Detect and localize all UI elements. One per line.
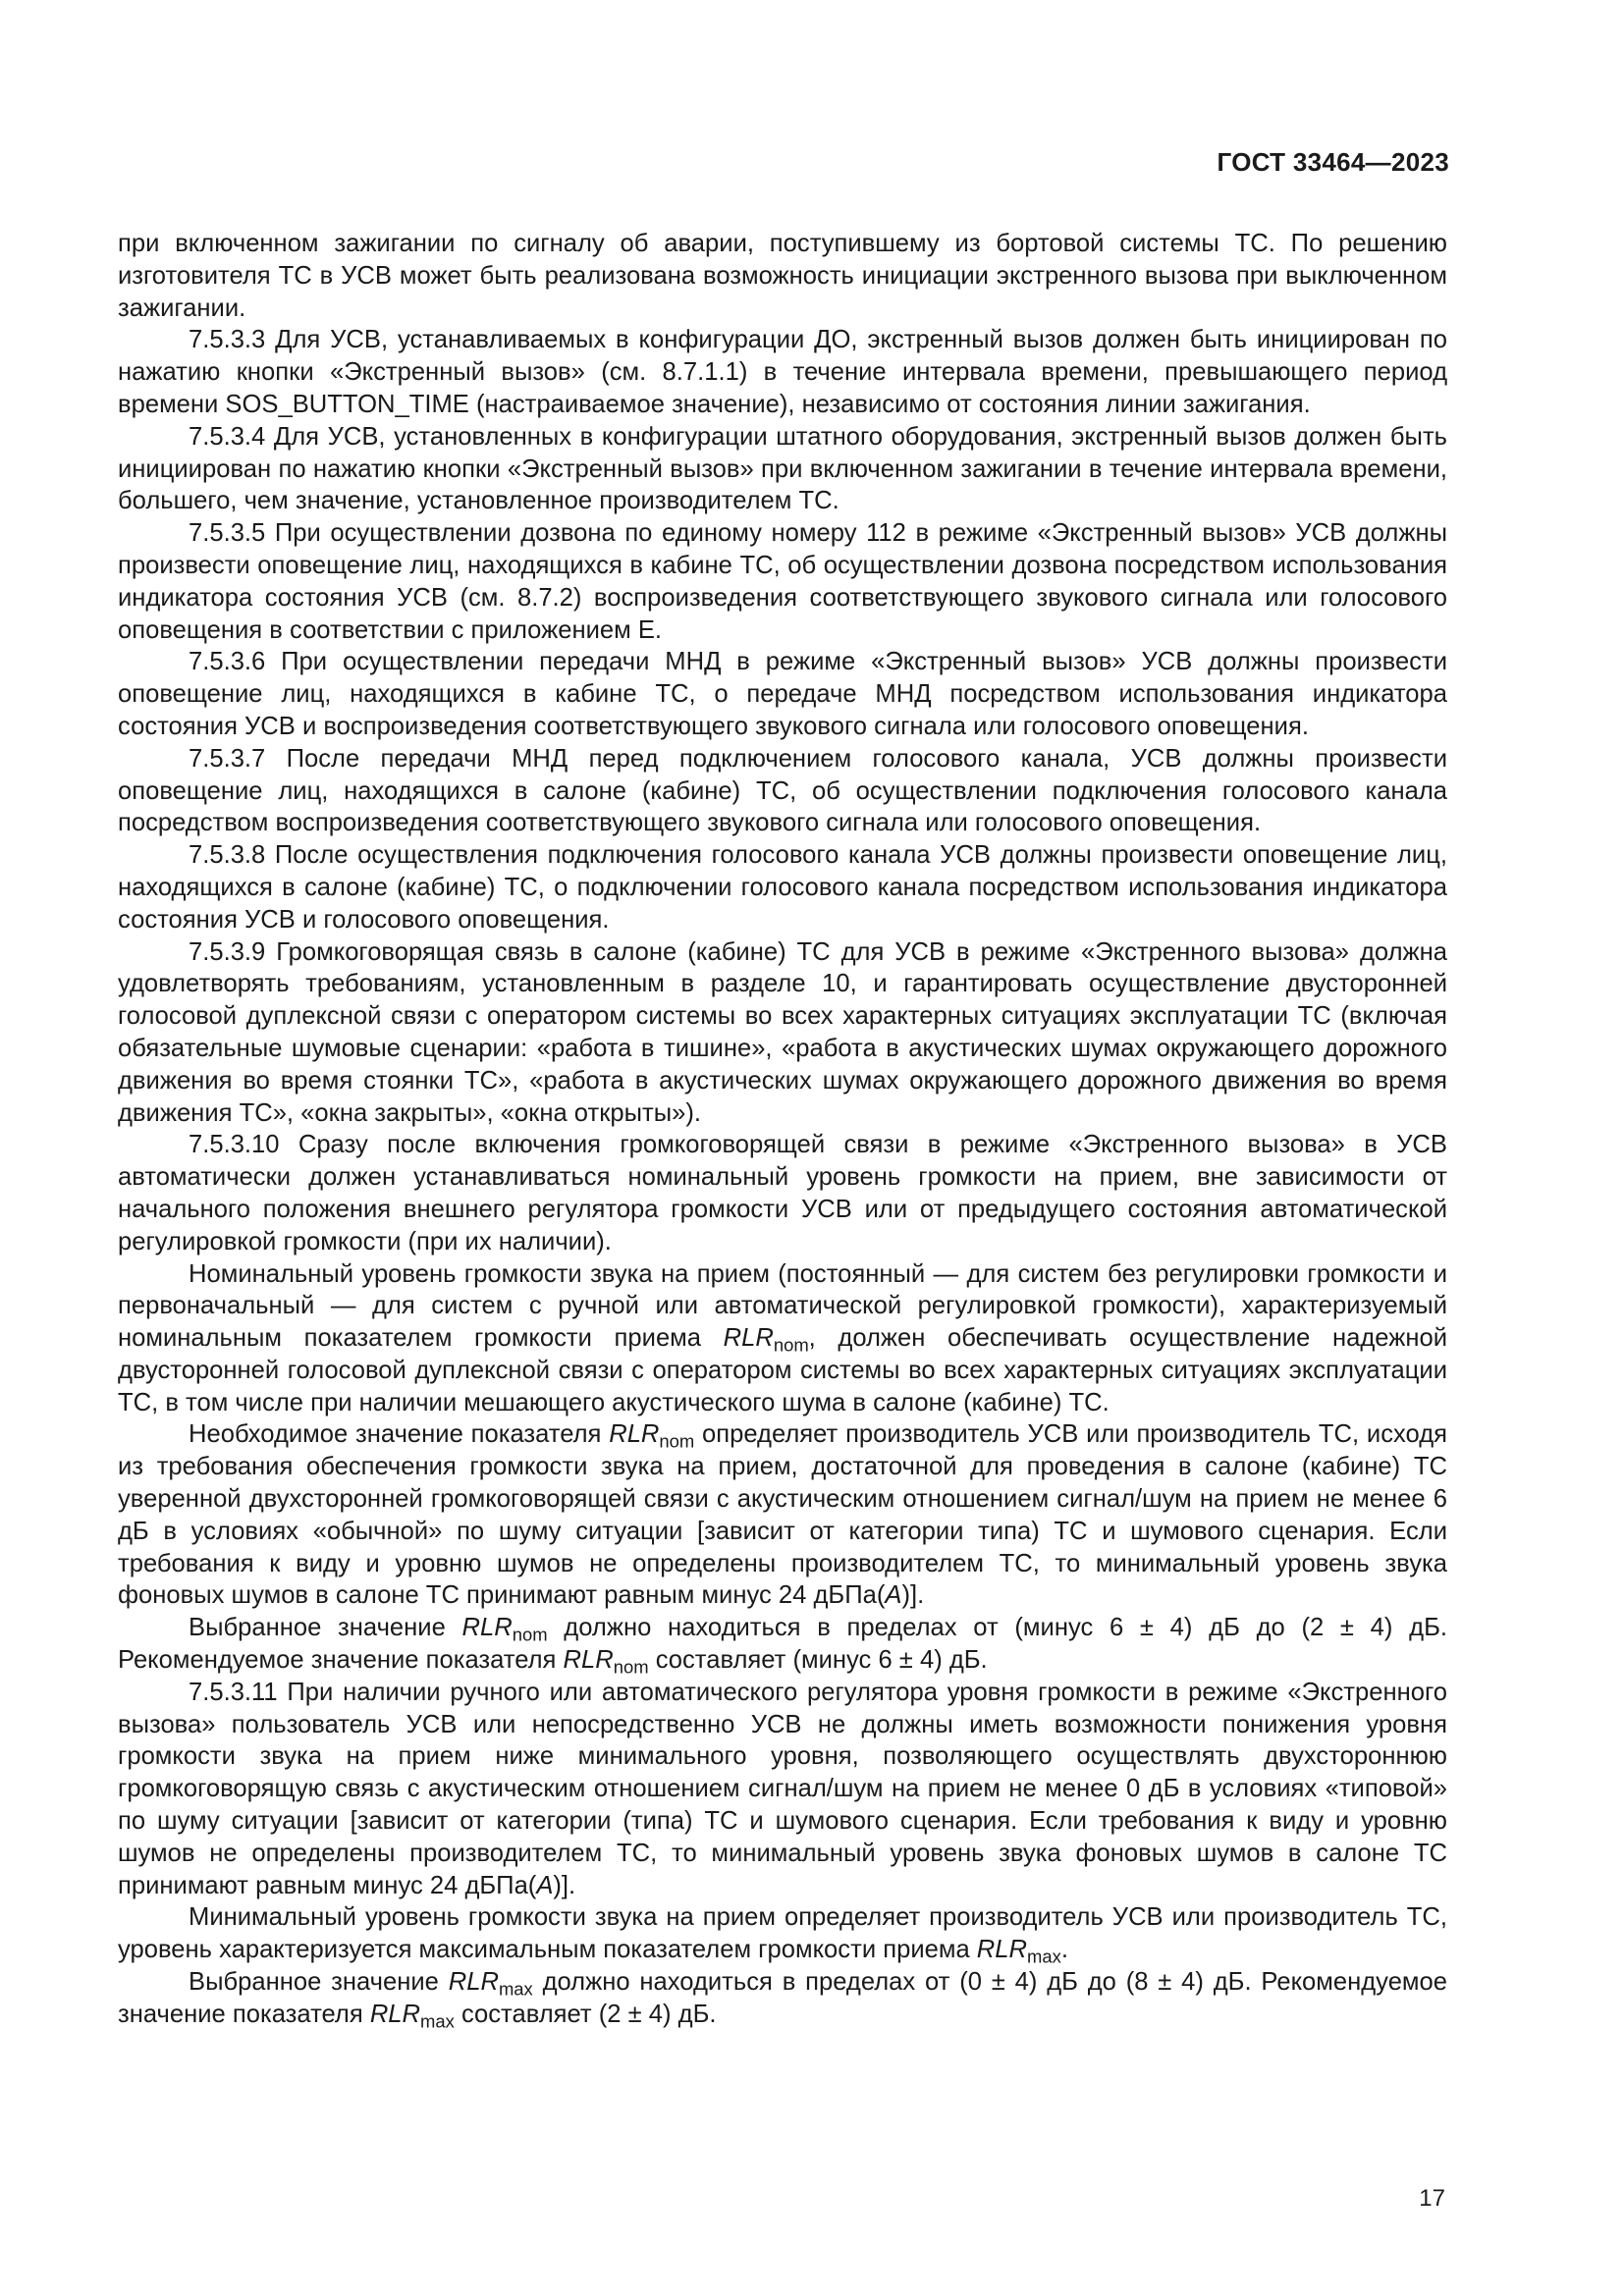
- paragraph-7-5-3-9: 7.5.3.9 Громкоговорящая связь в салоне (кабине) ТС для УСВ в режиме «Экстренного вызова» должна удовлетворять требованиям, установленным в разделе 10, и гарантировать осуществление двусторонней голосовой дуплексной связи с оператором системы во всех характерных ситуациях эксплуатации ТС (включая обязательные шумовые сценарии: «работа в тишине», «работа в акустических шумах окружающего дорожного движения во время стоянки ТС», «работа в акустических шумах окружающего дорожного движения во время движения ТС», «окна закрыты», «окна открыты»).: [118, 937, 1447, 1127]
- rlr-symbol: RLR: [448, 1968, 499, 1997]
- paragraph-minimal-level: Минимальный уровень громкости звука на прием определяет производитель УСВ или производитель ТС, уровень характеризуется максимальным показателем громкости приема $RLR_{max}$.: [118, 1903, 1447, 1967]
- paragraph-7-5-3-10: 7.5.3.10 Сразу после включения громкоговорящей связи в режиме «Экстренного вызова» в УСВ автоматически должен устанавливаться номинальный уровень громкости на прием, вне зависимости от начального положения внешнего регулятора громкости УСВ или от предыдущего состояния автоматической регулировкой громкости (при их наличии).: [118, 1131, 1447, 1255]
- a-weighting: A: [885, 1581, 902, 1610]
- nom-subscript: nom: [512, 1624, 548, 1645]
- page-number: 17: [1419, 2185, 1445, 2212]
- max-subscript: max: [420, 2010, 455, 2032]
- paragraph-7-5-3-8: 7.5.3.8 После осуществления подключения голосового канала УСВ должны произвести оповещение лиц, находящихся в салоне (кабине) ТС, о подключении голосового канала посредством использования индикатора состояния УСВ и голосового оповещения.: [118, 841, 1447, 934]
- paragraph-nominal-level: Номинальный уровень громкости звука на прием (постоянный — для систем без регулировки громкости и первоначальный — для систем с ручной или автоматической регулировкой громкости), характеризуемый номинальным показателем громкости приема $RLR_{nom}$, должен обеспечивать осуществление надежной двусторонней голосовой дуплексной связи с оператором системы во всех характерных ситуациях эксплуатации ТС, в том числе при наличии мешающего акустического шума в салоне (кабине) ТС.: [118, 1259, 1448, 1416]
- nom-subscript: nom: [659, 1431, 695, 1452]
- rlr-symbol: RLR: [609, 1420, 660, 1449]
- paragraph-7-5-3-6: 7.5.3.6 При осуществлении передачи МНД в режиме «Экстренный вызов» УСВ должны произвести оповещение лиц, находящихся в кабине ТС, о передаче МНД посредством использования индикатора состояния УСВ и воспроизведения соответствующего звукового сигнала или голосового оповещения.: [118, 648, 1447, 740]
- paragraph: при включенном зажигании по сигналу об аварии, поступившему из бортовой системы ТС. По решению изготовителя ТС в УСВ может быть реализована возможность инициации экстренного вызова при выключенном зажигании.: [118, 230, 1447, 322]
- rlr-symbol: RLR: [369, 2000, 421, 2028]
- paragraph-7-5-3-7: 7.5.3.7 После передачи МНД перед подключением голосового канала, УСВ должны произвести оповещение лиц, находящихся в салоне (кабине) ТС, об осуществлении подключения голосового канала посредством воспроизведения соответствующего звукового сигнала или голосового оповещения.: [118, 744, 1447, 837]
- document-header: ГОСТ 33464—2023: [1217, 147, 1449, 177]
- rlr-symbol: RLR: [563, 1646, 614, 1675]
- paragraph-7-5-3-4: 7.5.3.4 Для УСВ, установленных в конфигурации штатного оборудования, экстренный вызов должен быть инициирован по нажатию кнопки «Экстренный вызов» при включенном зажигании в течение интервала времени, большего, чем значение, установленное производителем ТС.: [118, 422, 1447, 515]
- paragraph-7-5-3-11: 7.5.3.11 При наличии ручного или автоматического регулятора уровня громкости в режиме «Экстренного вызова» пользователь УСВ или непосредственно УСВ не должны иметь возможности понижения уровня громкости звука на прием ниже минимального уровня, позволяющего осуществлять двухстороннюю громкоговорящую связь с акустическим отношением сигнал/шум на прием не менее 0 дБ в условиях «типовой» по шуму ситуации [зависит от категории (типа) ТС и шумового сценария. Если требования к виду и уровню шумов не определены производителем ТС, то минимальный уровень звука фоновых шумов в салоне ТС принимают равным минус 24 дБПа(A)].: [118, 1678, 1447, 1899]
- a-weighting: A: [536, 1871, 554, 1899]
- nom-subscript: nom: [613, 1656, 649, 1678]
- paragraph-selected-max: Выбранное значение $RLR_{max}$ должно находиться в пределах от (0 ± 4) дБ до (8 ± 4) дБ. Рекомендуемое значение показателя $RLR_{max}$ составляет (2 ± 4) дБ.: [118, 1968, 1447, 2032]
- rlr-symbol: RLR: [723, 1324, 774, 1353]
- paragraph-selected-nom: Выбранное значение $RLR_{nom}$ должно находиться в пределах от (минус 6 ± 4) дБ до (2 ± 4) дБ. Рекомендуемое значение показателя $RLR_{nom}$ составляет (минус 6 ± 4) дБ.: [118, 1614, 1447, 1678]
- paragraph-7-5-3-5: 7.5.3.5 При осуществлении дозвона по единому номеру 112 в режиме «Экстренный вызов» УСВ должны произвести оповещение лиц, находящихся в кабине ТС, об осуществлении дозвона посредством использования индикатора состояния УСВ (см. 8.7.2) воспроизведения соответствующего звукового сигнала или голосового оповещения в соответствии с приложением Е.: [118, 519, 1447, 644]
- paragraph-required-value: Необходимое значение показателя $RLR_{nom}$ определяет производитель УСВ или производитель ТС, исходя из требования обеспечения громкости звука на прием, достаточной для проведения в салоне (кабине) ТС уверенной двухсторонней громкоговорящей связи с акустическим отношением сигнал/шум на прием не менее 6 дБ в условиях «обычной» по шуму ситуации [зависит от категории типа) ТС и шумового сценария. Если требования к виду и уровню шумов не определены производителем ТС, то минимальный уровень звука фоновых шумов в салоне ТС принимают равным минус 24 дБПа(A)].: [118, 1420, 1447, 1610]
- rlr-symbol: RLR: [976, 1936, 1027, 1964]
- paragraph-7-5-3-3: 7.5.3.3 Для УСВ, устанавливаемых в конфигурации ДО, экстренный вызов должен быть инициирован по нажатию кнопки «Экстренный вызов» (см. 8.7.1.1) в течение интервала времени, превышающего период времени SOS_BUTTON_TIME (настраиваемое значение), независимо от состояния линии зажигания.: [118, 326, 1447, 418]
- document-body: [118, 228, 1447, 2031]
- max-subscript: max: [1027, 1946, 1061, 1967]
- nom-subscript: nom: [773, 1334, 809, 1356]
- rlr-symbol: RLR: [461, 1614, 513, 1642]
- max-subscript: max: [498, 1978, 533, 2000]
